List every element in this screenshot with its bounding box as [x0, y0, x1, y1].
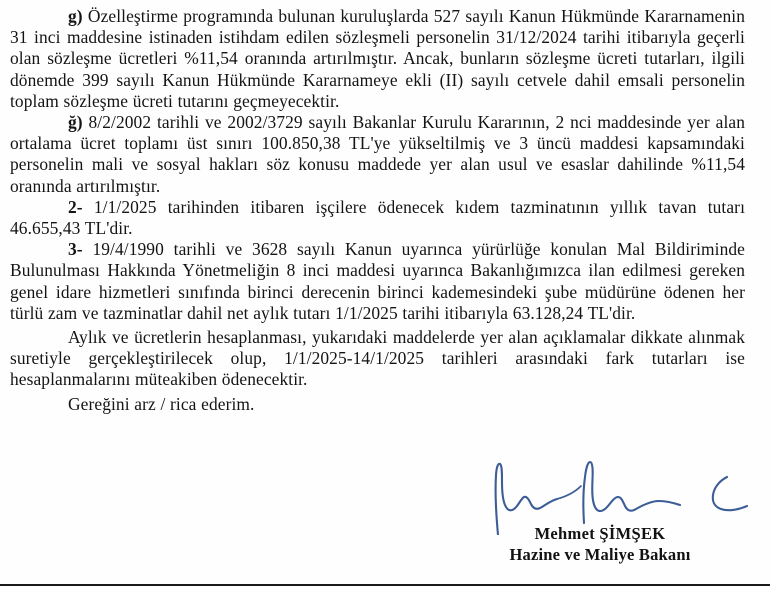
document-body: [10, 6, 745, 415]
paragraph-marker-2: 2-: [68, 196, 83, 217]
paragraph-text-request: Gereğini arz / rica ederim.: [68, 393, 255, 414]
paragraph-g: [10, 6, 745, 112]
paragraph-text-g: Özelleştirme programında bulunan kuruluşlarda 527 sayılı Kanun Hükmünde Kararnamenin 31 inci maddesine istinaden istihdam edilen sözleşmeli personelin 31/12/2024 tarihi itibarıyla geçerli olan sözleşme ücretleri %11,54 oranında artırılmıştır. Ancak, bunların sözleşme ücreti tutarları, ilgili dönemde 399 sayılı Kanun Hükmünde Kararnameye ekli (II) sayılı cetvele dahil emsali personelin toplam sözleşme ücreti tutarını geçmeyecektir.: [10, 6, 745, 111]
paragraph-item-2: [10, 197, 745, 239]
paragraph-text-3: 19/4/1990 tarihli ve 3628 sayılı Kanun uyarınca yürürlüğe konulan Mal Bildiriminde Bulunulması Hakkında Yönetmeliğin 8 inci maddesi uyarınca Bakanlığımızca ilan edilmesi gereken genel idare hizmetleri sınıfında birinci derecenin birinci kademesindeki şube müdürüne ödenen her türlü zam ve tazminatlar dahil net aylık tutarı 1/1/2025 tarihi itibarıyla 63.128,24 TL'dir.: [10, 239, 745, 323]
paragraph-request: [10, 394, 745, 415]
paragraph-marker-g-breve: ğ): [68, 112, 83, 133]
paragraph-text-2: 1/1/2025 tarihinden itibaren işçilere ödenecek kıdem tazminatının yıllık tavan tutarı 46.655,43 TL'dir.: [10, 196, 745, 239]
paragraph-marker-g: g): [68, 6, 83, 26]
signature-names: [455, 523, 745, 565]
paragraph-closing: [10, 327, 745, 391]
paragraph-g-breve: [10, 112, 745, 197]
paragraph-text-closing: Aylık ve ücretlerin hesaplanması, yukarıdaki maddelerde yer alan açıklamalar dikkate alınmak suretiyle gerçekleştirilecek olup, 1/1/2025-14/1/2025 tarihleri arasındaki fark tutarları ise hesaplanmalarını müteakiben ödenecektir.: [10, 327, 745, 390]
paragraph-item-3: [10, 239, 745, 324]
paragraph-marker-3: 3-: [68, 239, 83, 260]
signature-block: [455, 455, 755, 575]
signatory-title: Hazine ve Maliye Bakanı: [509, 545, 691, 564]
page-bottom-rule: [0, 584, 770, 586]
paragraph-text-g-breve: 8/2/2002 tarihli ve 2002/3729 sayılı Bakanlar Kurulu Kararının, 2 nci maddesinde yer alan ortalama ücret toplamı üst sınırı 100.850,38 TL'ye yükseltilmiş ve 3 üncü maddesi kapsamındaki personelin mali ve sosyal hakları söz konusu maddede yer alan usul ve esaslar dahilinde %11,54 oranında artırılmıştır.: [10, 112, 745, 196]
signatory-name: Mehmet ŞİMŞEK: [534, 524, 666, 543]
